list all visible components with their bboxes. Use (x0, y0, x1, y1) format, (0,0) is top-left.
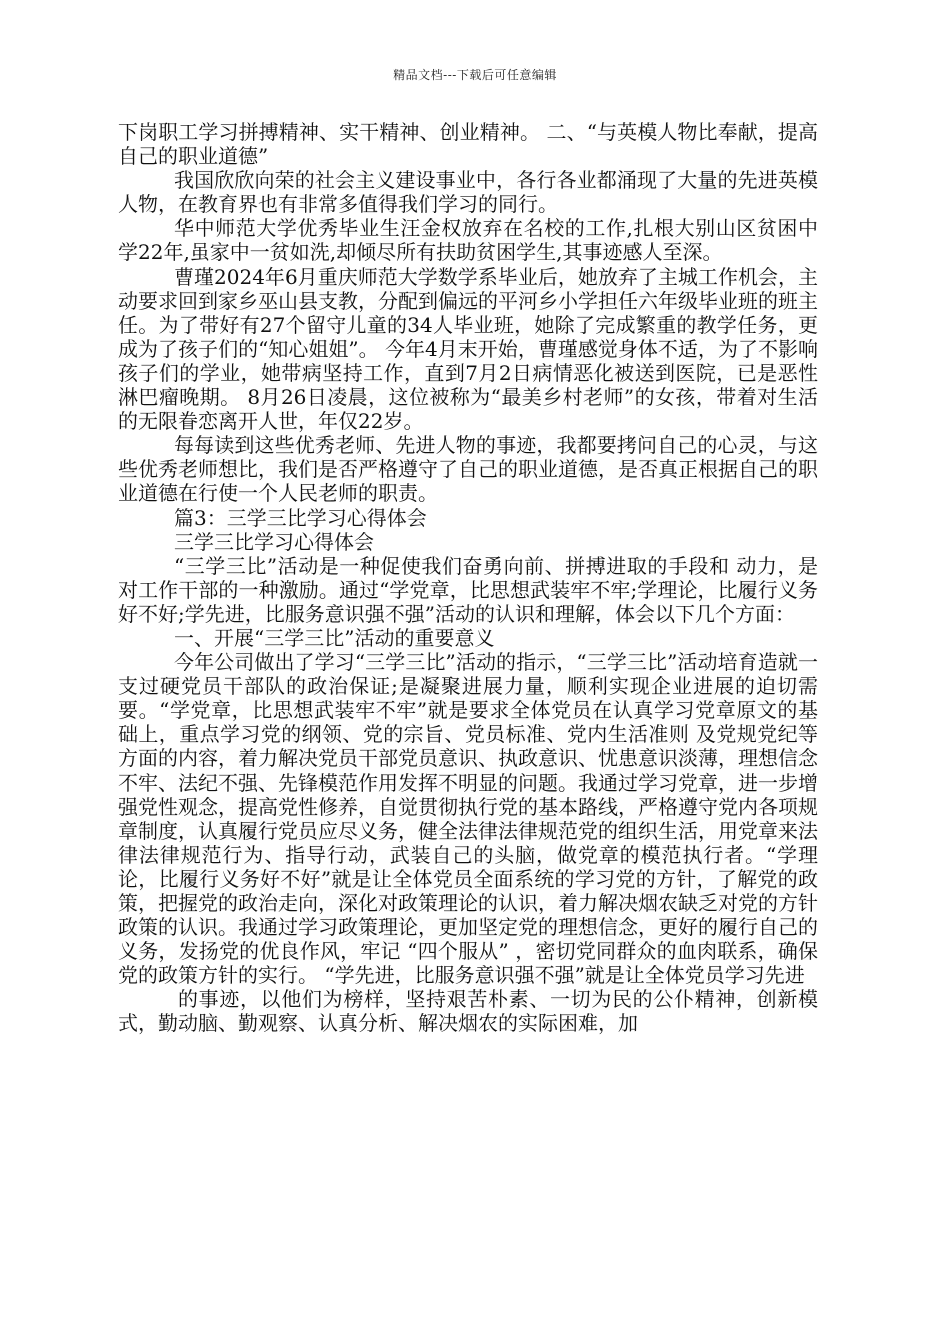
subheading: 一、开展“三学三比”活动的重要意义 (174, 625, 495, 650)
document-body (118, 120, 818, 1036)
section-title: 三学三比学习心得体会 (174, 529, 374, 554)
paragraph: 我国欣欣向荣的社会主义建设事业中，各行各业都涌现了大量的先进英模人物，在教育界也有非常多值得我们学习的同行。 (118, 168, 818, 217)
paragraph: 今年公司做出了学习“三学三比”活动的指示，“三学三比”活动培育造就一支过硬党员干部队的政治保证;是凝聚进展力量，顺利实现企业进展的迫切需要。“学党章，比思想武装牢不牢”就是要求全体党员在认真学习党章原文的基础上，重点学习党的纲领、党的宗旨、党员标准、党内生活准则 及党规党纪等方面的内容，着力解决党员干部党员意识、执政意识、忧患意识淡薄，理想信念不牢、法纪不强、先锋模范作用发挥不明显的问题。我通过学习党章，进一步增强党性观念，提高党性修养，自觉贯彻执行党的基本路线，严格遵守党内各项规章制度，认真履行党员应尽义务，健全法律法律规范党的组织生活，用党章来法律法律规范行为、指导行动，武装自己的头脑，做党章的模范执行者。“学理论，比履行义务好不好”就是让全体党员全面系统的学习党的方针，了解党的政策，把握党的政治走向，深化对政策理论的认识，着力解决烟农缺乏对党的方针政策的认识。我通过学习政策理论，更加坚定党的理想信念，更好的履行自己的义务，发扬党的优良作风，牢记 “四个服从” ，密切党同群众的血肉联系，确保党的政策方针的实行。 “学先进，比服务意识强不强”就是让全体党员学习先进 (118, 650, 818, 988)
paragraph: “三学三比”活动是一种促使我们奋勇向前、拼搏进取的手段和 动力，是对工作干部的一种激励。通过“学党章，比思想武装牢不牢;学理论，比履行义务好不好;学先进，比服务意识强不强”活动的认识和理解，体会以下几个方面： (118, 553, 818, 626)
page-header: 精品文档---下载后可任意编辑 (393, 68, 557, 82)
paragraph: 下岗职工学习拼搏精神、实干精神、创业精神。 二、“与英模人物比奉献，提高自己的职业道德” (118, 120, 818, 169)
section-heading: 篇3：三学三比学习心得体会 (174, 505, 427, 530)
paragraph: 每每读到这些优秀老师、先进人物的事迹，我都要拷问自己的心灵，与这些优秀老师想比，我们是否严格遵守了自己的职业道德，是否真正根据自己的职业道德在行使一个人民老师的职责。 (118, 433, 818, 506)
paragraph: 曹瑾2024年6月重庆师范大学数学系毕业后，她放弃了主城工作机会，主动要求回到家乡巫山县支教，分配到偏远的平河乡小学担任六年级毕业班的班主任。为了带好有27个留守儿童的34人毕业班，她除了完成繁重的教学任务，更成为了孩子们的“知心姐姐”。 今年4月末开始，曹瑾感觉身体不适，为了不影响孩子们的学业，她带病坚持工作，直到7月2日病情恶化被送到医院，已是恶性淋巴瘤晚期。 8月26日凌晨，这位被称为“最美乡村老师”的女孩，带着对生活的无限眷恋离开人世，年仅22岁。 (118, 264, 818, 434)
paragraph: 的事迹，以他们为榜样，坚持艰苦朴素、一切为民的公仆精神，创新模式，勤动脑、勤观察、认真分析、解决烟农的实际困难，加 (118, 987, 818, 1036)
paragraph: 华中师范大学优秀毕业生汪金权放弃在名校的工作,扎根大别山区贫困中学22年,虽家中一贫如洗,却倾尽所有扶助贫困学生,其事迹感人至深。 (118, 216, 818, 265)
